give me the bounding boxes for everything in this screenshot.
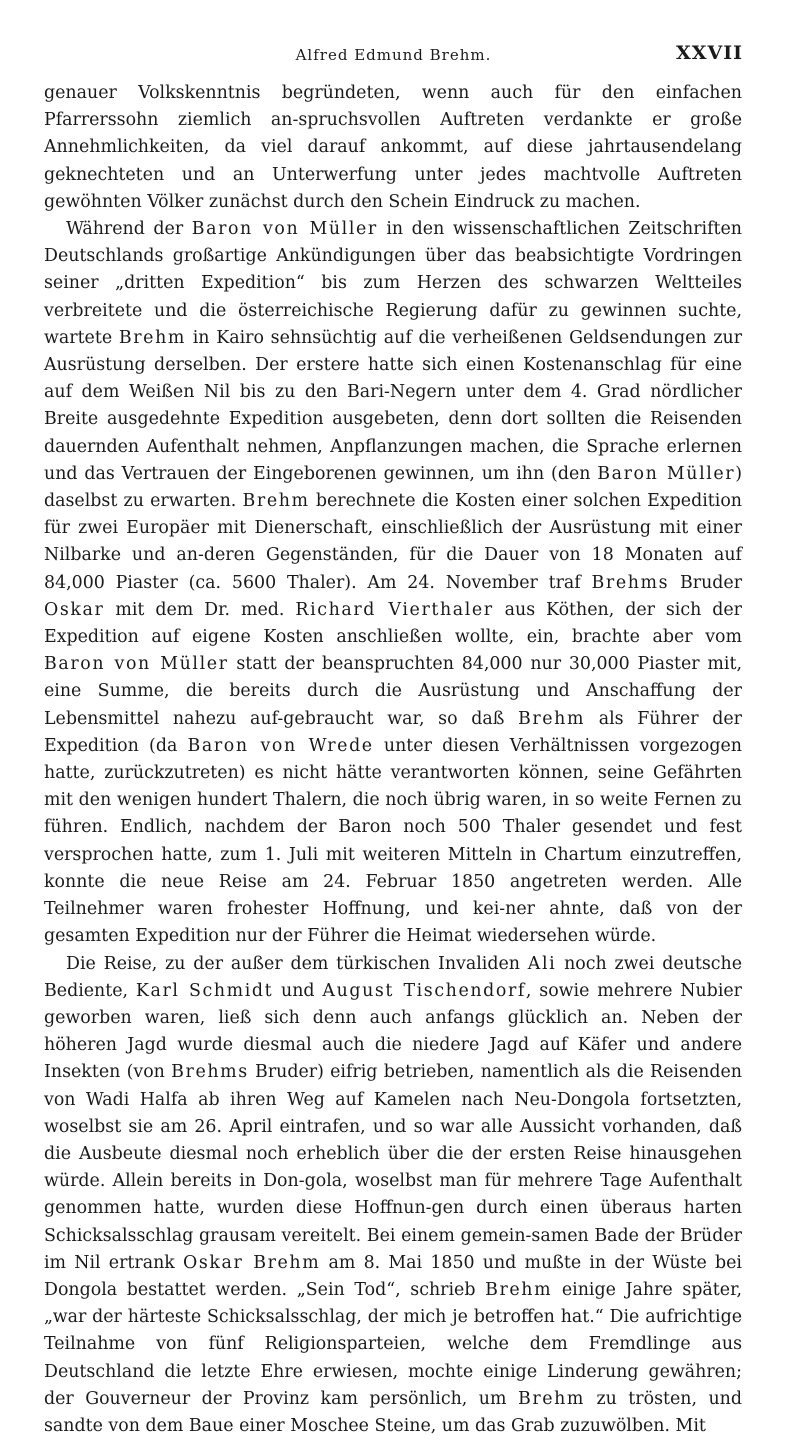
text-segment: in Kairo sehnsüchtig auf die verheißenen Geldsendungen zur Ausrüstung derselben. Der erstere hatte sich einen Kostenanschlag für eine auf dem Weißen Nil bis zu den Bari-Negern unter dem 4. Grad nördlicher Breite ausgedehnte Expedition ausgebeten, denn dort sollten die Reisenden dauernden Aufenthalt nehmen, Anpflanzungen machen, die Sprache erlernen und das Vertrauen der Eingeborenen gewinnen, um ihn (den xyxy=(44,328,742,484)
spaced-name: Karl Schmidt xyxy=(136,981,273,1001)
spaced-name: Brehms xyxy=(592,573,670,593)
spaced-name: Brehm xyxy=(485,1280,552,1300)
spaced-name: Baron Müller xyxy=(597,464,735,484)
page-header xyxy=(44,42,743,72)
spaced-name: Oskar xyxy=(44,600,104,620)
spaced-name: Brehm xyxy=(243,491,310,511)
spaced-name: Brehms xyxy=(171,1062,249,1082)
paragraph xyxy=(44,216,742,950)
text-segment: mit dem Dr. med. xyxy=(104,600,295,620)
text-segment: Während der xyxy=(66,219,192,239)
text-segment: genauer Volkskenntnis begründeten, wenn auch für den einfachen Pfarrerssohn ziemlich an-spruchsvollen Auftreten verdankte er große Annehmlichkeiten, da viel darauf ankommt, auf diese jahrtausendelang geknechteten und an Unterwerfung unter jedes machtvolle Auftreten gewöhnten Völker zunächst durch den Schein Eindruck zu machen. xyxy=(44,83,742,212)
text-segment: unter diesen Verhältnissen vorgezogen hatte, zurückzutreten) es nicht hätte verantworten können, seine Gefährten mit den wenigen hundert Thalern, die noch übrig waren, in so weite Fernen zu führen. Endlich, nachdem der Baron noch 500 Thaler gesendet und fest versprochen hatte, zum 1. Juli mit weiteren Mitteln in Chartum einzutreffen, konnte die neue Reise am 24. Februar 1850 angetreten werden. Alle Teilnehmer waren frohester Hoffnung, und kei-ner ahnte, daß von der gesamten Expedition nur der Führer die Heimat wiedersehen würde. xyxy=(44,736,742,946)
spaced-name: Ali xyxy=(528,954,556,974)
text-segment: ) daselbst zu erwarten. xyxy=(44,464,742,511)
spaced-name: Baron von Müller xyxy=(192,219,378,239)
text-segment: zu trösten, und sandte von dem Baue einer Moschee Steine, um das Grab zuzuwölben. Mit xyxy=(44,1389,742,1436)
spaced-name: Brehm xyxy=(119,328,186,348)
spaced-name: August Tischendorf xyxy=(322,981,526,1001)
body-text xyxy=(44,80,742,1440)
text-segment: am 8. Mai 1850 und mußte in der Wüste bei Dongola bestattet werden. „Sein Tod“, schrieb xyxy=(44,1253,742,1300)
page-number: XXVII xyxy=(676,42,743,64)
text-segment: , sowie mehrere Nubier geworben waren, ließ sich denn auch anfangs glücklich an. Neben der höheren Jagd wurde diesmal auch die niedere Jagd auf Käfer und andere Insekten (von xyxy=(44,981,742,1083)
spaced-name: Brehm xyxy=(518,709,585,729)
text-segment: Die Reise, zu der außer dem türkischen Invaliden xyxy=(66,954,528,974)
spaced-name: Baron von Müller xyxy=(44,654,229,674)
text-segment: aus Köthen, der sich der Expedition auf eigene Kosten anschließen wollte, ein, brachte aber vom xyxy=(44,600,742,647)
running-head: Alfred Edmund Brehm. xyxy=(44,46,743,64)
spaced-name: Brehm xyxy=(518,1389,585,1409)
text-segment: einige Jahre später, „war der härteste Schicksalsschlag, der mich je betroffen hat.“ Die aufrichtige Teilnahme von fünf Religionsparteien, welche dem Fremdlinge aus Deutschland die letzte Ehre erwiesen, mochte einige Linderung gewähren; der Gouverneur der Provinz kam persönlich, um xyxy=(44,1280,742,1409)
text-segment: berechnete die Kosten einer solchen Expedition für zwei Europäer mit Dienerschaft, einschließlich der Ausrüstung mit einer Nilbarke und an-deren Gegenständen, für die Dauer von 18 Monaten auf 84,000 Piaster (ca. 5600 Thaler). Am 24. November traf xyxy=(44,491,742,593)
text-segment: Bruder xyxy=(669,573,742,593)
text-segment: statt der beanspruchten 84,000 nur 30,000 Piaster mit, eine Summe, die bereits durch die Ausrüstung und Anschaffung der Lebensmittel nahezu auf-gebraucht war, so daß xyxy=(44,654,742,728)
text-segment: als Führer der Expedition (da xyxy=(44,709,742,756)
text-segment: in den wissenschaftlichen Zeitschriften Deutschlands großartige Ankündigungen über das beabsichtigte Vordringen seiner „dritten Expedition“ bis zum Herzen des schwarzen Weltteiles verbreitete und die österreichische Regierung dafür zu gewinnen suchte, wartete xyxy=(44,219,742,348)
spaced-name: Oskar Brehm xyxy=(183,1253,320,1273)
spaced-name: Richard Vierthaler xyxy=(295,600,493,620)
text-segment: und xyxy=(273,981,322,1001)
paragraph xyxy=(44,951,742,1440)
paragraph xyxy=(44,80,742,216)
text-segment: noch zwei deutsche Bediente, xyxy=(44,954,742,1001)
spaced-name: Baron von Wrede xyxy=(188,736,374,756)
text-segment: Bruder) eifrig betrieben, namentlich als die Reisenden von Wadi Halfa ab ihren Weg auf Kamelen nach Neu-Dongola fortsetzten, woselbst sie am 26. April eintrafen, und so war alle Aussicht vorhanden, daß die Ausbeute diesmal noch erheblich über die der ersten Reise hinausgehen würde. Allein bereits in Don-gola, woselbst man für mehrere Tage Aufenthalt genommen hatte, wurden diese Hoffnun-gen durch einen überaus harten Schicksalsschlag grausam vereitelt. Bei einem gemein-samen Bade der Brüder im Nil ertrank xyxy=(44,1062,742,1272)
